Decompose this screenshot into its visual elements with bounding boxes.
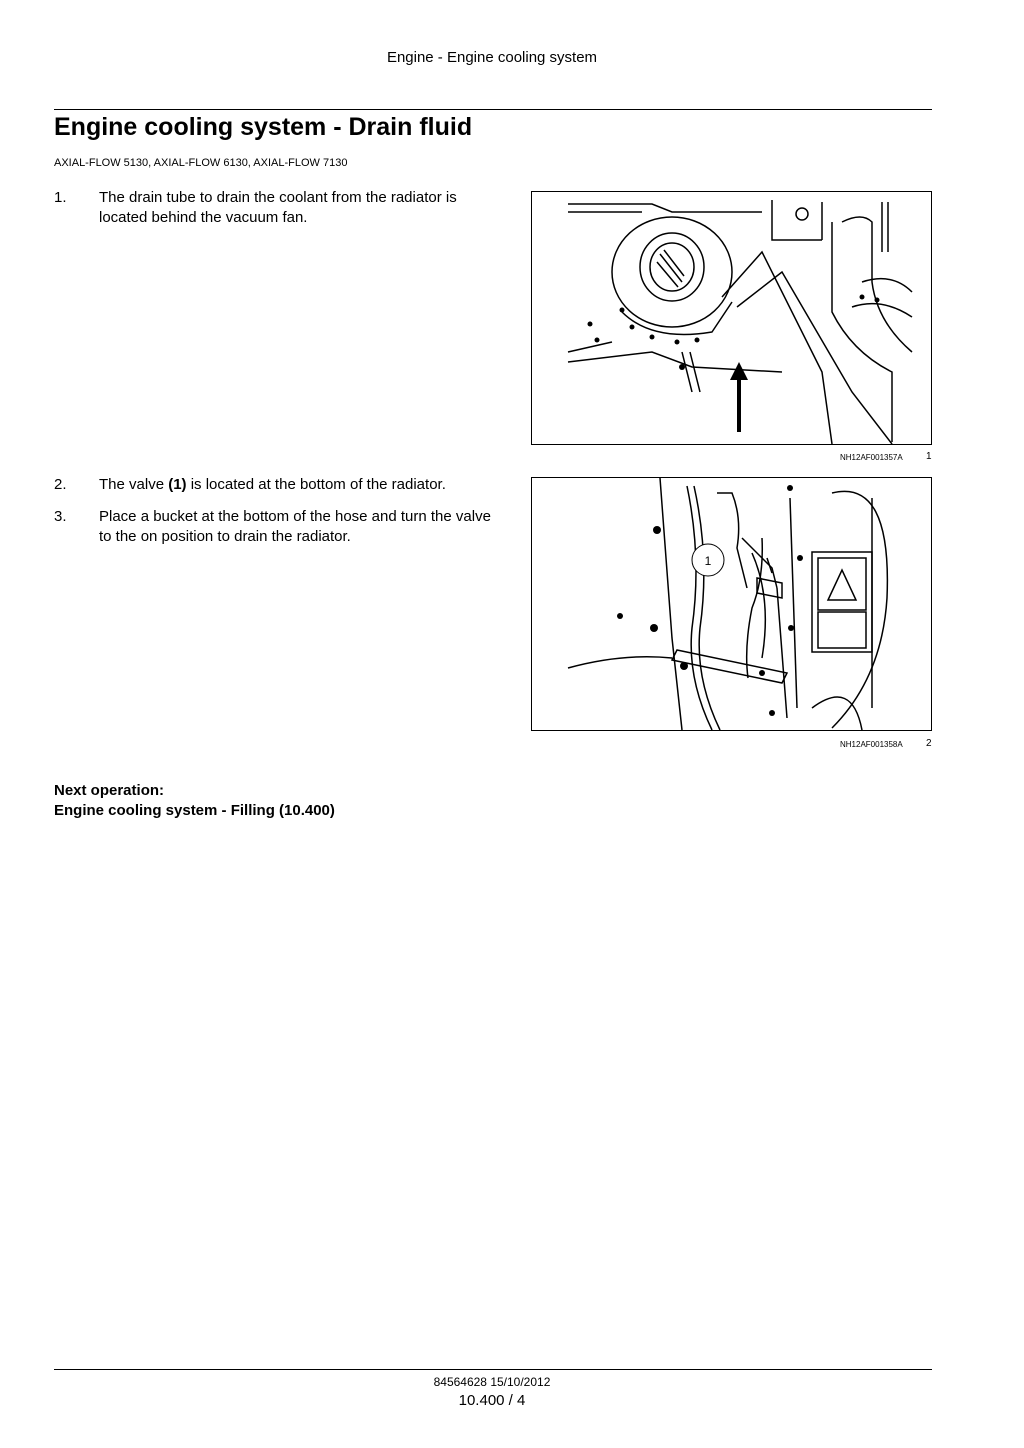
step-number: 2.	[54, 476, 67, 493]
page-title: Engine cooling system - Drain fluid	[54, 113, 473, 141]
step-text	[99, 475, 504, 495]
step-number: 3.	[54, 508, 67, 525]
next-operation-link[interactable]: Engine cooling system - Filling (10.400)	[54, 802, 335, 819]
callout-label: 1	[704, 554, 712, 568]
step-text-before: The valve	[99, 476, 169, 493]
radiator-valve-illustration	[532, 478, 931, 730]
step-text: The drain tube to drain the coolant from the radiator is located behind the vacuum fan.	[99, 189, 457, 226]
vacuum-fan-illustration	[532, 192, 931, 444]
header-rule	[54, 109, 932, 110]
figure-1-number: 1	[926, 451, 932, 462]
next-operation-label: Next operation:	[54, 782, 165, 799]
figure-1-image	[531, 191, 932, 445]
page-number: 10.400 / 4	[458, 1392, 526, 1409]
step-number: 1.	[54, 189, 67, 206]
callout-reference: (1)	[168, 476, 187, 493]
figure-2-number: 2	[926, 738, 932, 749]
step-text: Place a bucket at the bottom of the hose and turn the valve to the on position to drain the radiator.	[99, 508, 491, 545]
step-2	[54, 475, 504, 495]
figure-2-id: NH12AF001358A	[840, 740, 903, 749]
step-3	[54, 507, 504, 547]
footer-rule	[54, 1369, 932, 1370]
running-header: Engine - Engine cooling system	[386, 49, 598, 66]
figure-2-image	[531, 477, 932, 731]
document-reference: 84564628 15/10/2012	[433, 1375, 551, 1389]
model-list: AXIAL-FLOW 5130, AXIAL-FLOW 6130, AXIAL-FLOW 7130	[54, 157, 348, 169]
figure-1-id: NH12AF001357A	[840, 453, 903, 462]
step-text-after: is located at the bottom of the radiator.	[186, 476, 446, 493]
next-operation	[54, 781, 335, 821]
step-1	[54, 188, 504, 228]
